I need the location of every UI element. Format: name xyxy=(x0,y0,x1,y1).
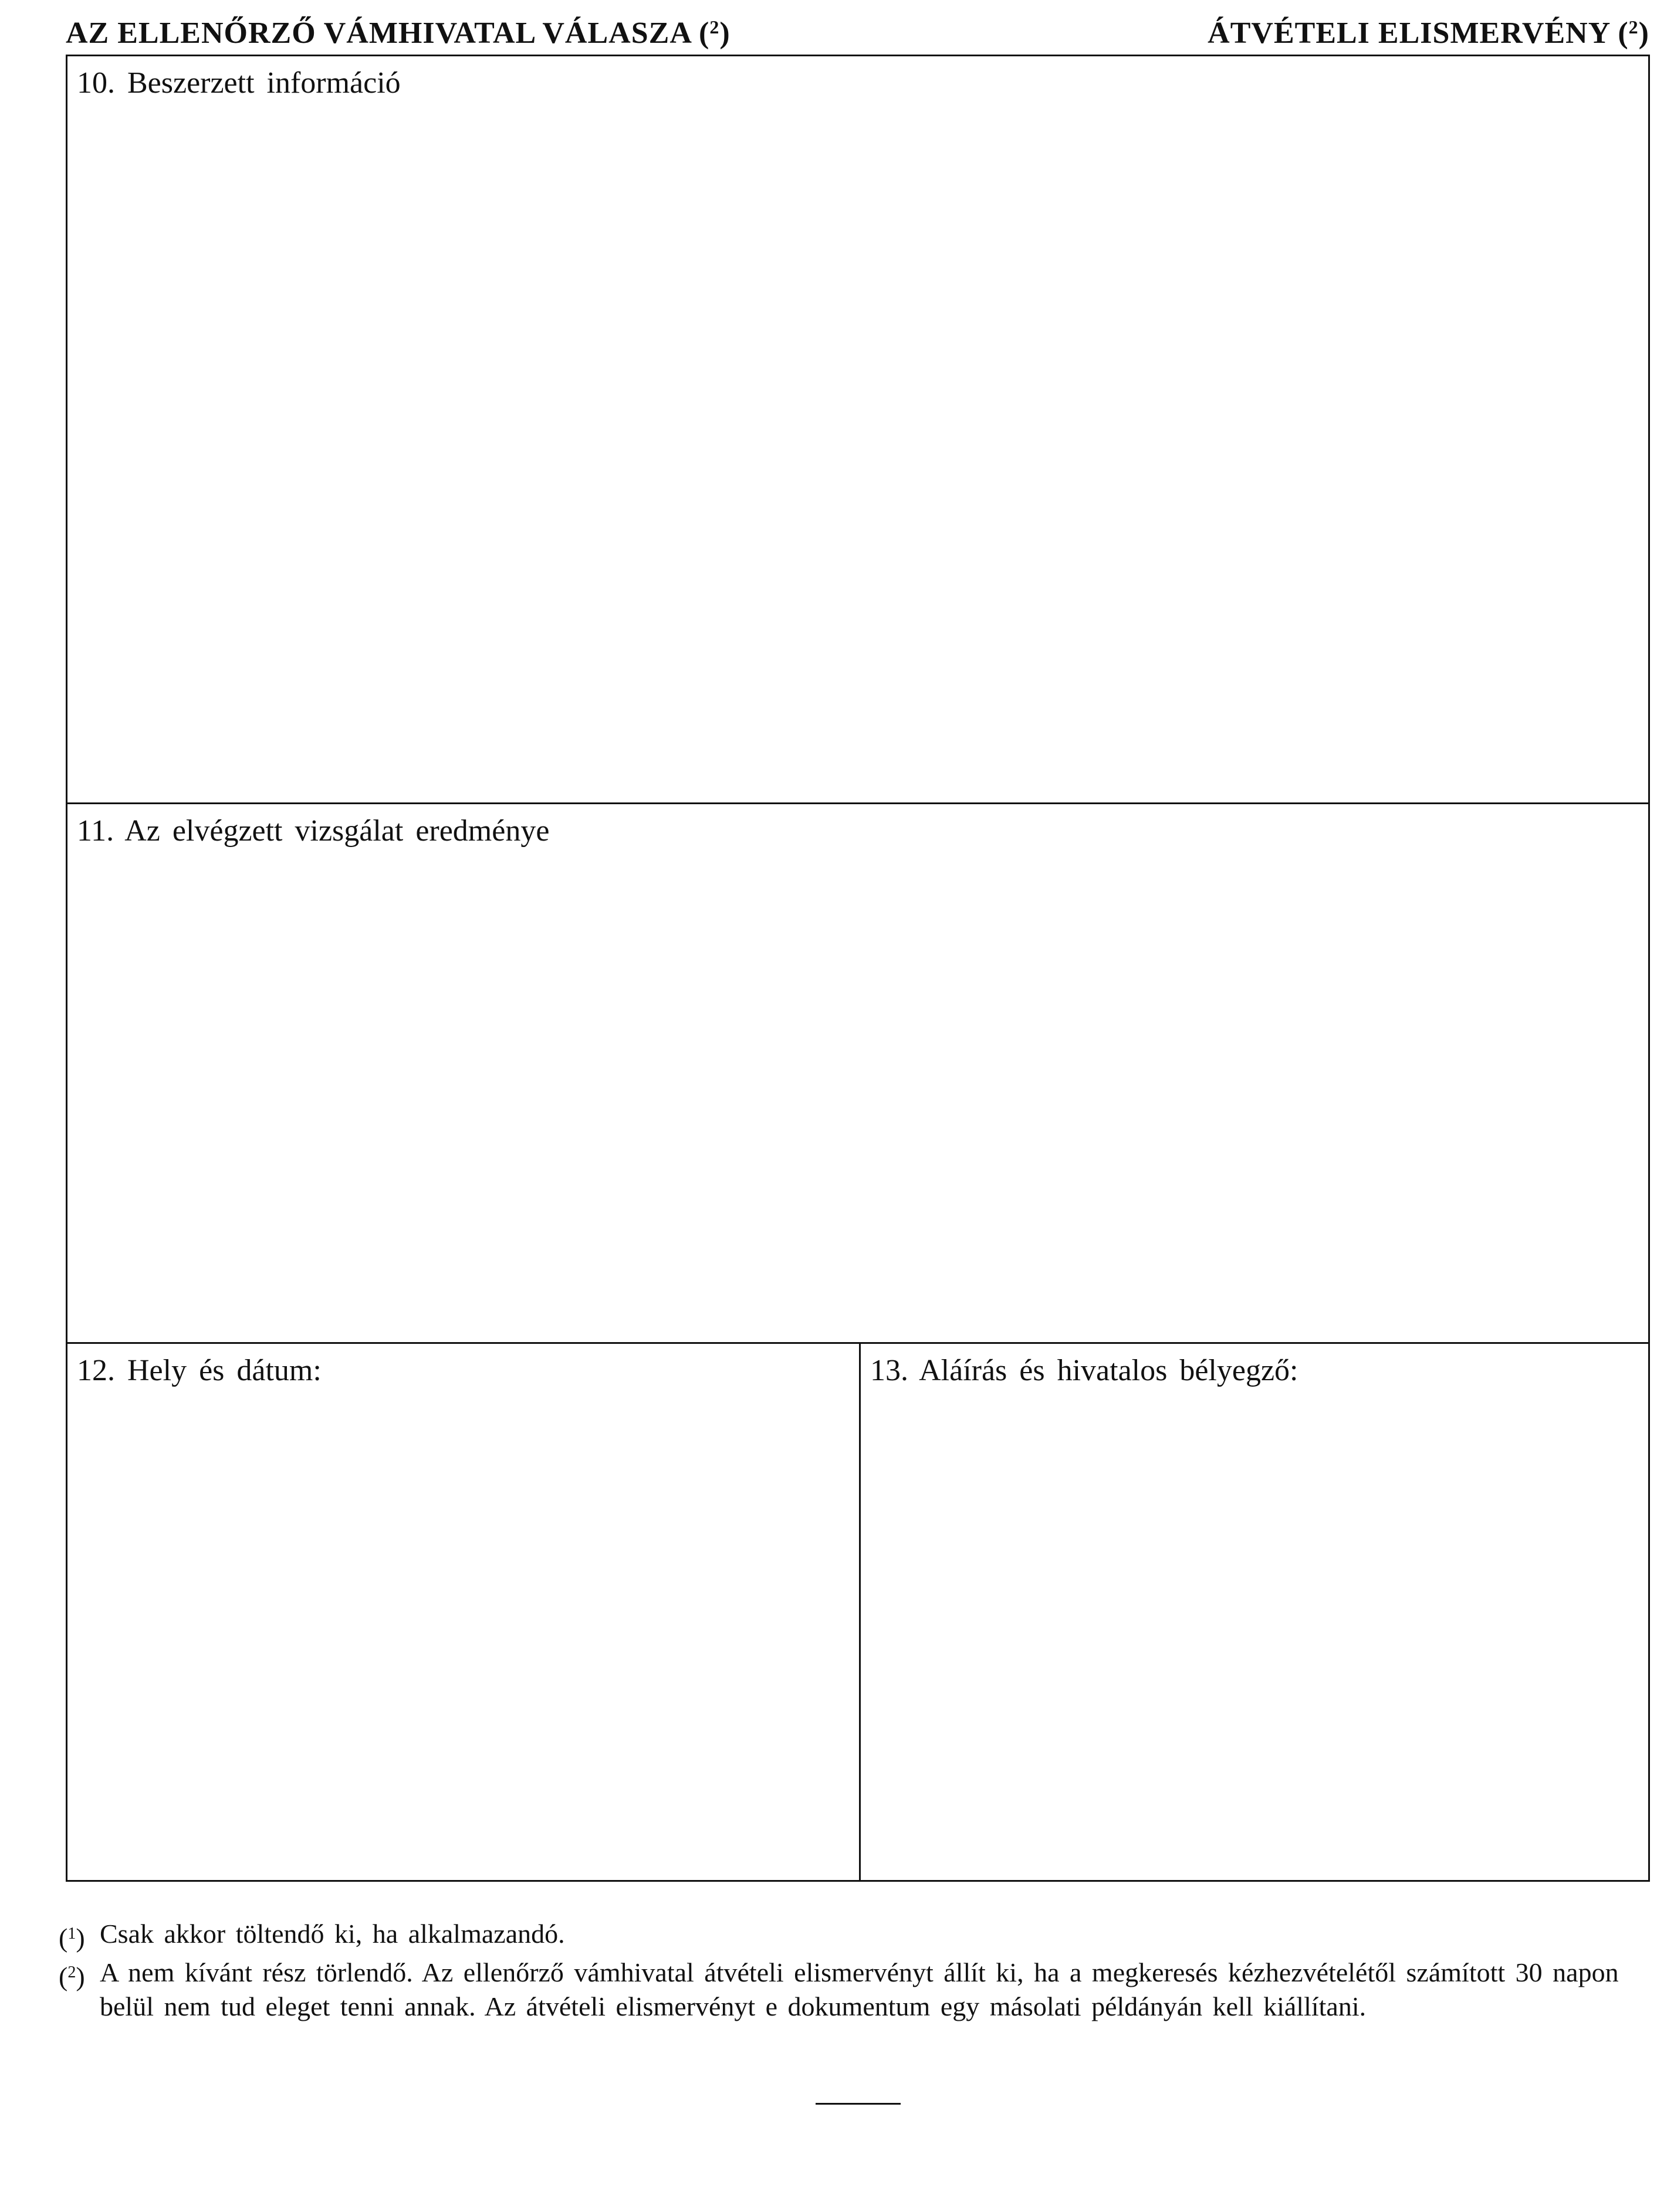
field-11-label: 11. Az elvégzett vizsgálat eredménye xyxy=(77,814,550,848)
response-heading-note-ref: 2 xyxy=(709,16,720,38)
footnotes xyxy=(59,1917,1650,2028)
field-13-label: 13. Aláírás és hivatalos bélyegző: xyxy=(870,1354,1298,1387)
end-rule xyxy=(816,2103,901,2105)
field-obtained-information[interactable] xyxy=(67,56,1648,804)
response-heading-text: AZ ELLENŐRZŐ VÁMHIVATAL VÁLASZA xyxy=(66,16,691,50)
field-place-and-date[interactable] xyxy=(67,1344,861,1880)
field-10-label: 10. Beszerzett információ xyxy=(77,66,401,100)
field-examination-result[interactable] xyxy=(67,804,1648,1344)
field-12-label: 12. Hely és dátum: xyxy=(77,1354,322,1387)
footnote-2-marker: ($^2$) xyxy=(59,1962,85,1991)
footnote-2-ref: 2 xyxy=(67,1963,76,1981)
form-table xyxy=(66,55,1650,1882)
footnote-2-text: A nem kívánt rész törlendő. Az ellenőrző vámhivatal átvételi elismervényt állít ki, ha a megkeresés kézhezvételétől számított 30 napon belül nem tud eleget tenni annak. Az átvételi elismervényt e dokumentum egy másolati példányán kell kiállítani. xyxy=(100,1957,1619,2021)
response-heading: AZ ELLENŐRZŐ VÁMHIVATAL VÁLASZA ($^2$) xyxy=(66,16,731,50)
footnote-1-marker: ($^1$) xyxy=(59,1923,85,1953)
field-signature-and-stamp[interactable] xyxy=(861,1344,1648,1880)
receipt-heading-note-ref: 2 xyxy=(1628,16,1639,38)
footnote-1-text: Csak akkor töltendő ki, ha alkalmazandó. xyxy=(100,1919,565,1949)
footnote-2 xyxy=(59,1956,1650,2024)
footnote-1 xyxy=(59,1917,1650,1951)
receipt-heading-text: ÁTVÉTELI ELISMERVÉNY xyxy=(1208,16,1610,50)
receipt-heading: ÁTVÉTELI ELISMERVÉNY ($^2$) xyxy=(1208,16,1649,50)
footnote-1-ref: 1 xyxy=(67,1925,76,1943)
